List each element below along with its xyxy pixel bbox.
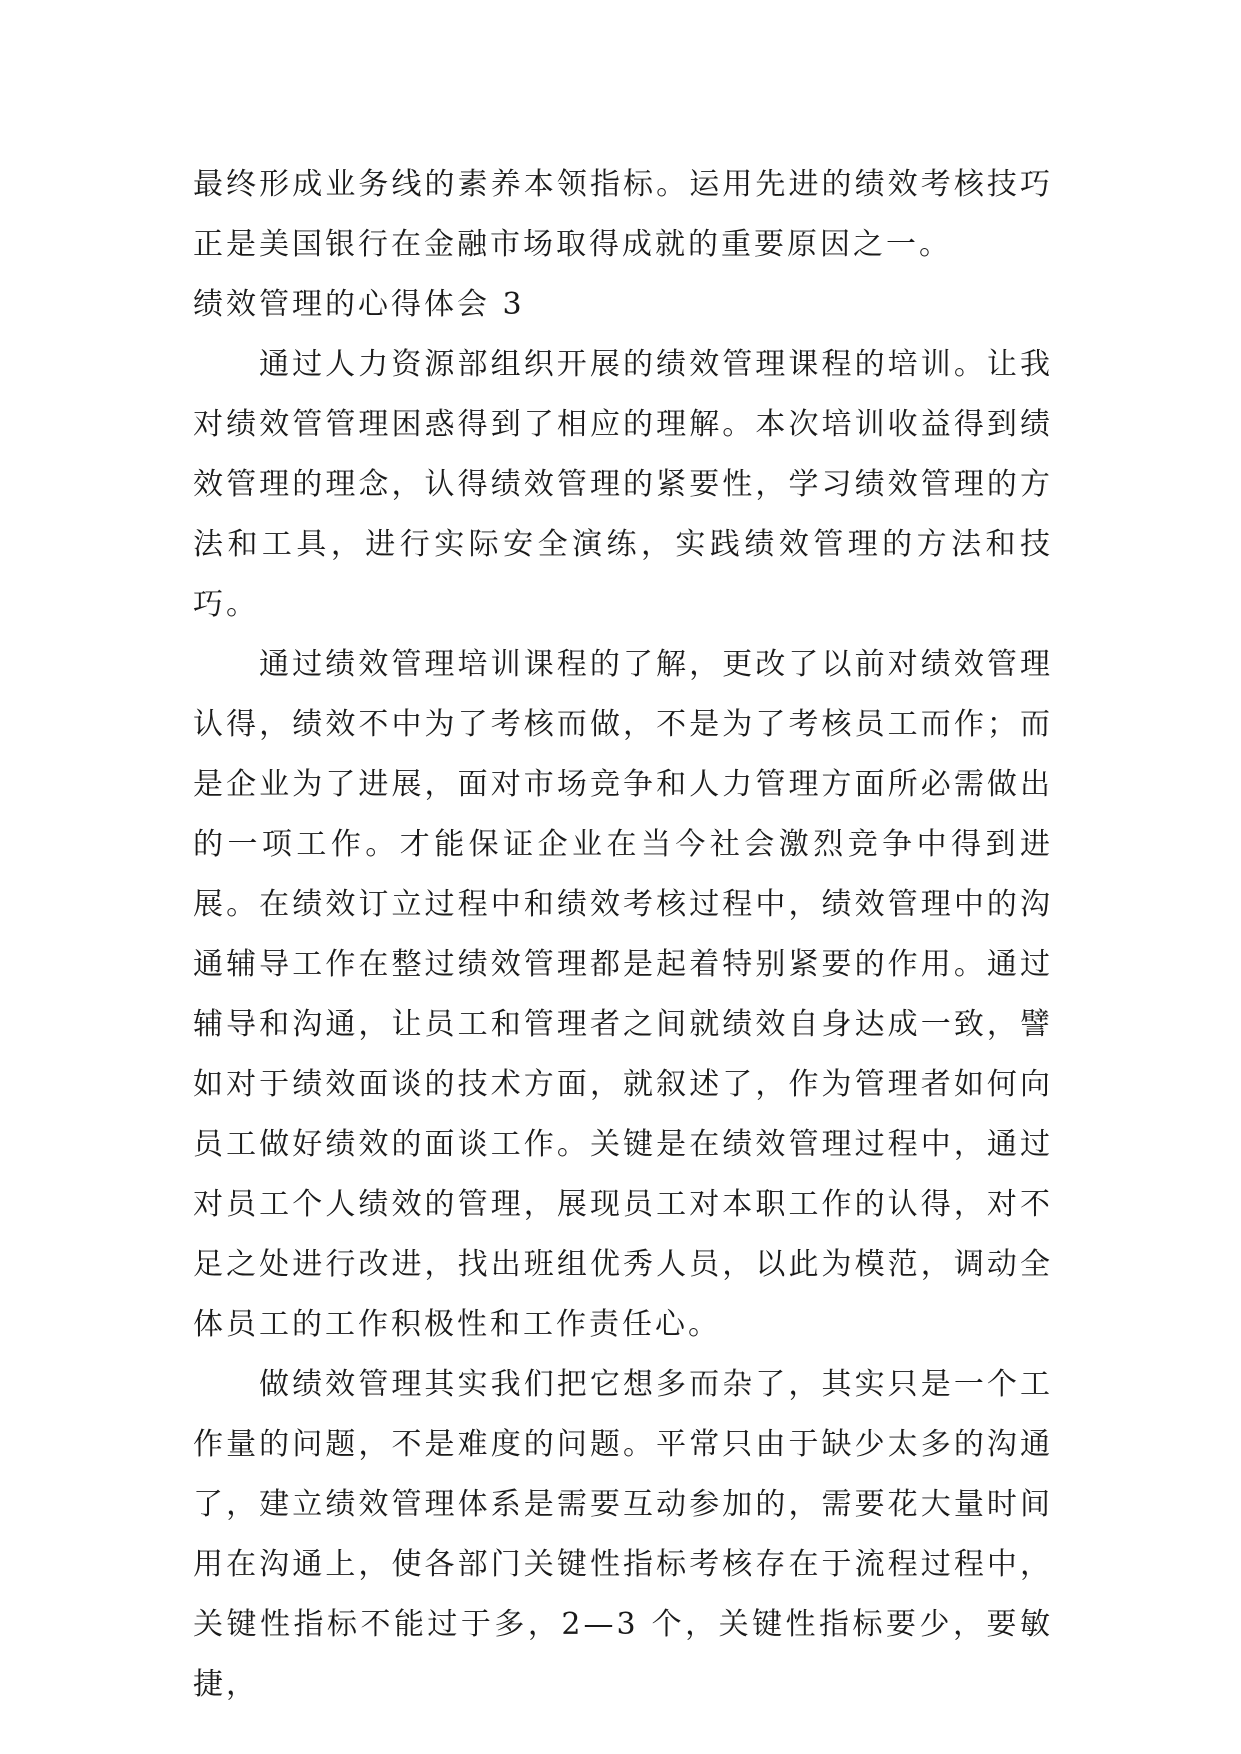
document-body — [193, 155, 1053, 1715]
body-paragraph-2: 通过绩效管理培训课程的了解，更改了以前对绩效管理认得，绩效不中为了考核而做，不是为了考核员工而作；而是企业为了进展，面对市场竞争和人力管理方面所必需做出的一项工作。才能保证企业在当今社会激烈竞争中得到进展。在绩效订立过程中和绩效考核过程中，绩效管理中的沟通辅导工作在整过绩效管理都是起着特别紧要的作用。通过辅导和沟通，让员工和管理者之间就绩效自身达成一致，譬如对于绩效面谈的技术方面，就叙述了，作为管理者如何向员工做好绩效的面谈工作。关键是在绩效管理过程中，通过对员工个人绩效的管理，展现员工对本职工作的认得，对不足之处进行改进，找出班组优秀人员，以此为模范，调动全体员工的工作积极性和工作责任心。 — [193, 647, 1053, 1342]
body-paragraph-3: 做绩效管理其实我们把它想多而杂了，其实只是一个工作量的问题，不是难度的问题。平常只由于缺少太多的沟通了，建立绩效管理体系是需要互动参加的，需要花大量时间用在沟通上，使各部门关键性指标考核存在于流程过程中，关键性指标不能过于多，2—3 个，关键性指标要少，要敏捷， — [193, 1367, 1053, 1702]
section-heading: 绩效管理的心得体会 3 — [193, 287, 525, 322]
continuation-paragraph: 最终形成业务线的素养本领指标。运用先进的绩效考核技巧正是美国银行在金融市场取得成就的重要原因之一。 — [193, 167, 1053, 262]
body-paragraph-1: 通过人力资源部组织开展的绩效管理课程的培训。让我对绩效管管理困惑得到了相应的理解。本次培训收益得到绩效管理的理念，认得绩效管理的紧要性，学习绩效管理的方法和工具，进行实际安全演练，实践绩效管理的方法和技巧。 — [193, 347, 1053, 622]
